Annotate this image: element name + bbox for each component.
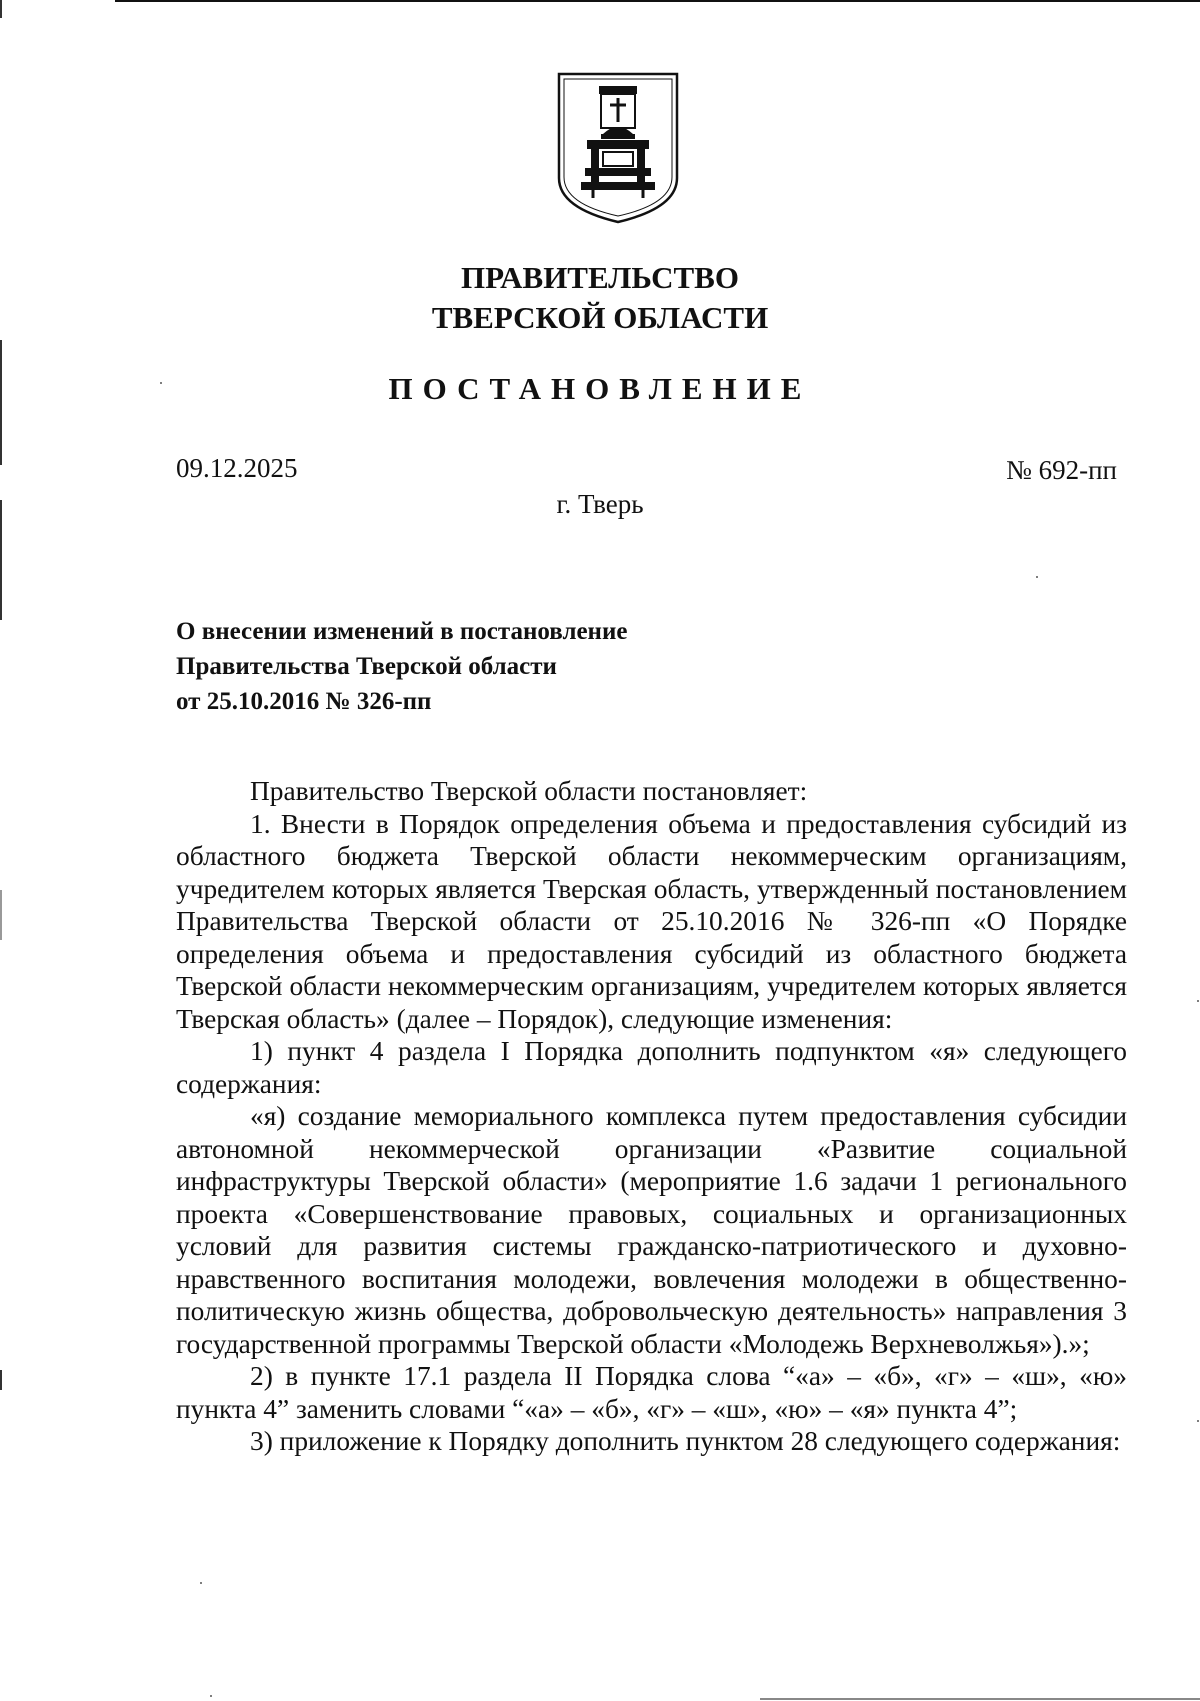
subject-line: от 25.10.2016 № 326-пп — [176, 688, 432, 715]
scan-speck — [1197, 1000, 1199, 1002]
government-title — [0, 258, 1200, 338]
scan-speck — [210, 1695, 212, 1697]
subject-line: Правительства Тверской области — [176, 653, 557, 680]
scan-speck — [200, 1582, 202, 1584]
government-title-line: ТВЕРСКОЙ ОБЛАСТИ — [431, 300, 769, 335]
decree-subject — [176, 614, 627, 719]
body-paragraph: 3) приложение к Порядку дополнить пунктом 28 следующего содержания: — [250, 1426, 1121, 1456]
decree-title: ПОСТАНОВЛЕНИЕ — [388, 371, 812, 406]
scan-left-edge-mark — [0, 1370, 2, 1390]
decree-body — [176, 775, 1127, 1458]
decree-date: 09.12.2025 — [176, 453, 298, 483]
scan-speck — [1036, 576, 1038, 578]
scan-bottom-border — [760, 1698, 1200, 1700]
body-paragraph: 2) в пункте 17.1 раздела II Порядка слова “«а» – «б», «г» – «ш», «ю» пункта 4” заменить словами “«а» – «б», «г» – «ш», «ю» – «я» пункта 4”; — [176, 1361, 1127, 1424]
government-title-line: ПРАВИТЕЛЬСТВО — [461, 260, 739, 295]
body-paragraph: 1. Внести в Порядок определения объема и предоставления субсидий из областного бюджета Тверской области некоммерческим организациям, учредителем которых является Тверская область, утвержденный постановлением Правительства Тверской области от 25.10.2016 № 326-пп «О Порядке определения объема и предоставления субсидий из областного бюджета Тверской области некоммерческим организациям, учредителем которых является Тверская область» (далее – Порядок), следующие изменения: — [176, 808, 1127, 1034]
body-paragraph: Правительство Тверской области постановляет: — [250, 776, 808, 806]
coat-of-arms-emblem — [557, 72, 679, 224]
decree-city: г. Тверь — [556, 489, 644, 519]
body-paragraph: 1) пункт 4 раздела I Порядка дополнить подпунктом «я» следующего содержания: — [176, 1036, 1127, 1099]
scan-top-border — [115, 0, 1200, 2]
scan-left-edge-mark — [0, 0, 2, 18]
body-paragraph: «я) создание мемориального комплекса путем предоставления субсидии автономной некоммерческой организации «Развитие социальной инфраструктуры Тверской области» (мероприятие 1.6 задачи 1 регионального проекта «Совершенствование правовых, социальных и организационных условий для развития системы гражданско-патриотического и духовно-нравственного воспитания молодежи, вовлечения молодежи в общественно-политическую жизнь общества, добровольческую деятельность» направления 3 государственной программы Тверской области «Молодежь Верхневолжья»).»; — [176, 1101, 1127, 1359]
scan-left-edge-mark — [0, 890, 2, 940]
subject-line: О внесении изменений в постановление — [176, 618, 628, 645]
decree-number: № 692-пп — [1006, 455, 1117, 485]
scan-speck — [1197, 1420, 1199, 1422]
